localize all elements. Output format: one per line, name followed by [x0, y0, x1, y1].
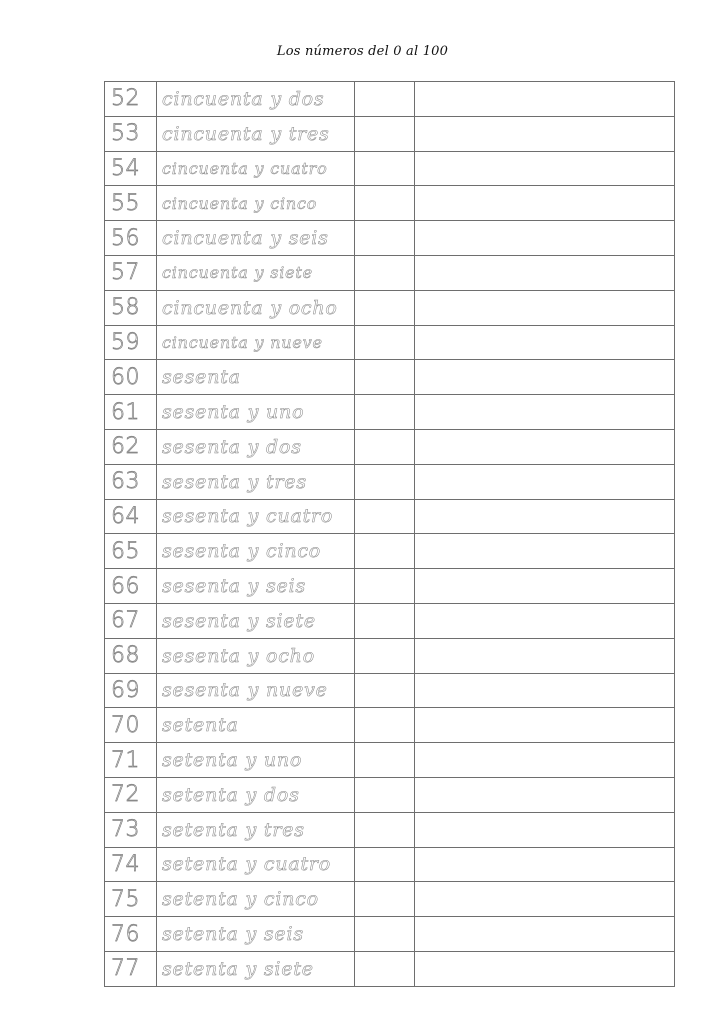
blank-write-cell-short[interactable] — [355, 777, 415, 812]
table-row — [105, 569, 675, 604]
blank-write-cell-long[interactable] — [415, 116, 675, 151]
table-row — [105, 82, 675, 117]
number-digit-cell: 68 — [105, 638, 157, 673]
table-row — [105, 743, 675, 778]
number-digit-cell: 60 — [105, 360, 157, 395]
number-digit-cell: 77 — [105, 951, 157, 986]
table-row — [105, 708, 675, 743]
page-title: Los números del 0 al 100 — [276, 44, 449, 59]
number-word-tracing-cell: setenta y cuatro — [157, 847, 355, 882]
blank-write-cell-short[interactable] — [355, 116, 415, 151]
blank-write-cell-short[interactable] — [355, 464, 415, 499]
number-digit-cell: 53 — [105, 116, 157, 151]
table-row — [105, 882, 675, 917]
blank-write-cell-long[interactable] — [415, 429, 675, 464]
blank-write-cell-long[interactable] — [415, 360, 675, 395]
number-digit-cell: 63 — [105, 464, 157, 499]
blank-write-cell-short[interactable] — [355, 499, 415, 534]
number-word-tracing-cell: sesenta y cinco — [157, 534, 355, 569]
number-word-tracing-cell: setenta y tres — [157, 812, 355, 847]
number-word-tracing-cell: setenta — [157, 708, 355, 743]
table-row — [105, 395, 675, 430]
number-digit-cell: 52 — [105, 82, 157, 117]
table-body — [105, 82, 675, 987]
blank-write-cell-long[interactable] — [415, 603, 675, 638]
blank-write-cell-short[interactable] — [355, 603, 415, 638]
blank-write-cell-long[interactable] — [415, 82, 675, 117]
table-row — [105, 603, 675, 638]
blank-write-cell-short[interactable] — [355, 708, 415, 743]
number-word-tracing-cell: sesenta y nueve — [157, 673, 355, 708]
number-word-tracing-cell: sesenta y uno — [157, 395, 355, 430]
blank-write-cell-short[interactable] — [355, 743, 415, 778]
blank-write-cell-long[interactable] — [415, 464, 675, 499]
table-row — [105, 429, 675, 464]
blank-write-cell-long[interactable] — [415, 151, 675, 186]
blank-write-cell-short[interactable] — [355, 882, 415, 917]
table-row — [105, 951, 675, 986]
number-digit-cell: 64 — [105, 499, 157, 534]
table-row — [105, 777, 675, 812]
blank-write-cell-short[interactable] — [355, 325, 415, 360]
blank-write-cell-long[interactable] — [415, 812, 675, 847]
number-digit-cell: 75 — [105, 882, 157, 917]
table-row — [105, 917, 675, 952]
blank-write-cell-long[interactable] — [415, 847, 675, 882]
number-digit-cell: 58 — [105, 290, 157, 325]
blank-write-cell-short[interactable] — [355, 534, 415, 569]
table-row — [105, 464, 675, 499]
blank-write-cell-long[interactable] — [415, 290, 675, 325]
number-digit-cell: 69 — [105, 673, 157, 708]
blank-write-cell-long[interactable] — [415, 708, 675, 743]
blank-write-cell-short[interactable] — [355, 812, 415, 847]
table-row — [105, 325, 675, 360]
number-word-tracing-cell: sesenta y cuatro — [157, 499, 355, 534]
blank-write-cell-short[interactable] — [355, 847, 415, 882]
number-word-tracing-cell: sesenta y dos — [157, 429, 355, 464]
number-word-tracing-cell: sesenta y tres — [157, 464, 355, 499]
number-digit-cell: 72 — [105, 777, 157, 812]
number-word-tracing-cell: setenta y seis — [157, 917, 355, 952]
number-word-tracing-cell: cincuenta y nueve — [157, 325, 355, 360]
blank-write-cell-long[interactable] — [415, 743, 675, 778]
number-word-tracing-cell: cincuenta y cuatro — [157, 151, 355, 186]
blank-write-cell-long[interactable] — [415, 186, 675, 221]
blank-write-cell-short[interactable] — [355, 255, 415, 290]
blank-write-cell-long[interactable] — [415, 534, 675, 569]
number-word-tracing-cell: setenta y dos — [157, 777, 355, 812]
number-word-tracing-cell: cincuenta y tres — [157, 116, 355, 151]
number-word-tracing-cell: cincuenta y seis — [157, 221, 355, 256]
number-digit-cell: 65 — [105, 534, 157, 569]
table-row — [105, 360, 675, 395]
blank-write-cell-short[interactable] — [355, 151, 415, 186]
number-digit-cell: 74 — [105, 847, 157, 882]
number-digit-cell: 71 — [105, 743, 157, 778]
number-word-tracing-cell: setenta y cinco — [157, 882, 355, 917]
blank-write-cell-short[interactable] — [355, 290, 415, 325]
number-digit-cell: 61 — [105, 395, 157, 430]
blank-write-cell-short[interactable] — [355, 673, 415, 708]
blank-write-cell-short[interactable] — [355, 221, 415, 256]
number-writing-table — [104, 81, 675, 987]
table-row — [105, 638, 675, 673]
blank-write-cell-long[interactable] — [415, 499, 675, 534]
table-row — [105, 847, 675, 882]
blank-write-cell-long[interactable] — [415, 255, 675, 290]
number-word-tracing-cell: cincuenta y dos — [157, 82, 355, 117]
number-word-tracing-cell: sesenta y siete — [157, 603, 355, 638]
blank-write-cell-long[interactable] — [415, 882, 675, 917]
blank-write-cell-long[interactable] — [415, 673, 675, 708]
table-row — [105, 255, 675, 290]
blank-write-cell-short[interactable] — [355, 360, 415, 395]
blank-write-cell-short[interactable] — [355, 951, 415, 986]
table-row — [105, 499, 675, 534]
table-row — [105, 116, 675, 151]
number-word-tracing-cell: cincuenta y siete — [157, 255, 355, 290]
table-row — [105, 534, 675, 569]
table-row — [105, 151, 675, 186]
number-digit-cell: 55 — [105, 186, 157, 221]
number-digit-cell: 76 — [105, 917, 157, 952]
blank-write-cell-short[interactable] — [355, 917, 415, 952]
number-word-tracing-cell: sesenta y seis — [157, 569, 355, 604]
number-word-tracing-cell: cincuenta y cinco — [157, 186, 355, 221]
number-word-tracing-cell: sesenta y ocho — [157, 638, 355, 673]
blank-write-cell-long[interactable] — [415, 638, 675, 673]
number-word-tracing-cell: setenta y siete — [157, 951, 355, 986]
blank-write-cell-long[interactable] — [415, 569, 675, 604]
table-row — [105, 673, 675, 708]
number-digit-cell: 73 — [105, 812, 157, 847]
blank-write-cell-short[interactable] — [355, 638, 415, 673]
blank-write-cell-short[interactable] — [355, 186, 415, 221]
number-word-tracing-cell: setenta y uno — [157, 743, 355, 778]
number-digit-cell: 70 — [105, 708, 157, 743]
number-digit-cell: 56 — [105, 221, 157, 256]
number-digit-cell: 59 — [105, 325, 157, 360]
number-digit-cell: 67 — [105, 603, 157, 638]
number-digit-cell: 62 — [105, 429, 157, 464]
blank-write-cell-long[interactable] — [415, 917, 675, 952]
table-row — [105, 812, 675, 847]
number-digit-cell: 66 — [105, 569, 157, 604]
blank-write-cell-short[interactable] — [355, 395, 415, 430]
number-digit-cell: 54 — [105, 151, 157, 186]
number-digit-cell: 57 — [105, 255, 157, 290]
table-row — [105, 186, 675, 221]
table-row — [105, 221, 675, 256]
number-word-tracing-cell: sesenta — [157, 360, 355, 395]
blank-write-cell-short[interactable] — [355, 429, 415, 464]
blank-write-cell-short[interactable] — [355, 569, 415, 604]
blank-write-cell-long[interactable] — [415, 325, 675, 360]
table-row — [105, 290, 675, 325]
blank-write-cell-long[interactable] — [415, 951, 675, 986]
blank-write-cell-long[interactable] — [415, 221, 675, 256]
blank-write-cell-long[interactable] — [415, 777, 675, 812]
number-word-tracing-cell: cincuenta y ocho — [157, 290, 355, 325]
blank-write-cell-short[interactable] — [355, 82, 415, 117]
blank-write-cell-long[interactable] — [415, 395, 675, 430]
